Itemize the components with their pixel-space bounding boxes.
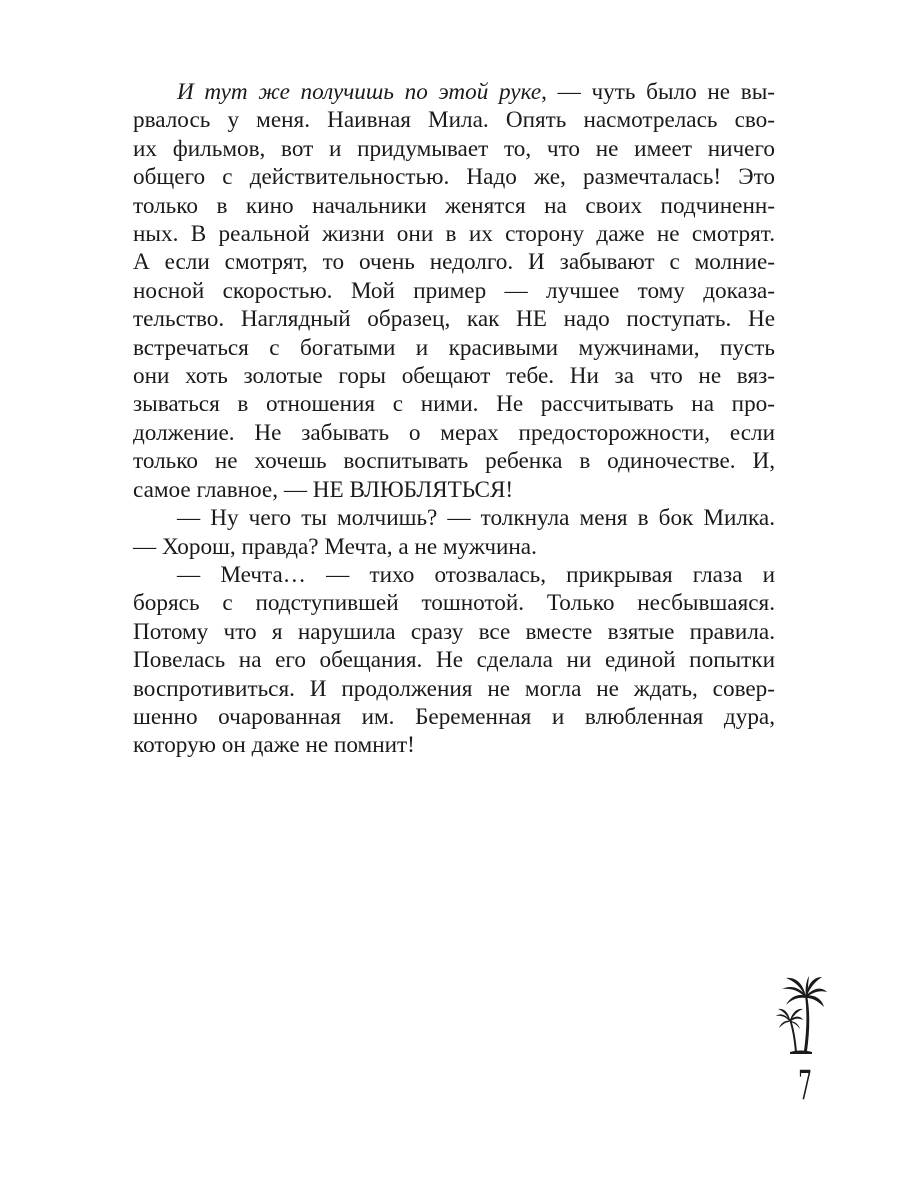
- text-line: которую он даже не помнит!: [133, 732, 415, 759]
- text-line: самое главное, — НЕ ВЛЮБЛЯТЬСЯ!: [133, 476, 514, 503]
- italic-thought: И тут же получишь по этой руке: [177, 79, 542, 105]
- text-line: шенно очарованная им. Беременная и влюбленная дура,: [133, 703, 775, 730]
- text-line: должение. Не забывать о мерах предосторожности, если: [133, 419, 775, 446]
- text-line: только не хочешь воспитывать ребенка в одиночестве. И,: [133, 448, 775, 475]
- text-line: воспротивиться. И продолжения не могла не ждать, совер-: [133, 675, 775, 702]
- palm-trees-icon: [776, 975, 828, 1055]
- text-line: ных. В реальной жизни они в их сторону даже не смотрят.: [133, 221, 775, 248]
- line-text: , — чуть было не вы-: [541, 79, 775, 105]
- text-line: их фильмов, вот и придумывает то, что не имеет ничего: [133, 135, 775, 162]
- text-line: Потому что я нарушила сразу все вместе взятые правила.: [133, 618, 775, 645]
- text-line: — Хорош, правда? Мечта, а не мужчина.: [133, 533, 537, 560]
- text-line: тельство. Наглядный образец, как НЕ надо поступать. Не: [133, 306, 775, 333]
- text-line: Повелась на его обещания. Не сделала ни единой попытки: [133, 647, 775, 674]
- page-number: 7: [797, 1063, 812, 1109]
- text-line: зываться в отношения с ними. Не рассчитывать на про-: [133, 391, 775, 418]
- text-line: — Ну чего ты молчишь? — толкнула меня в бок Милка.: [177, 505, 775, 532]
- text-line: носной скоростью. Мой пример — лучшее тому доказа-: [133, 277, 775, 304]
- text-line: — Мечта… — тихо отозвалась, прикрывая глаза и: [177, 561, 775, 588]
- text-line: рвалось у меня. Наивная Мила. Опять насмотрелась сво-: [133, 107, 775, 134]
- paragraph-3: [133, 561, 775, 760]
- text-line: А если смотрят, то очень недолго. И забывают с молние-: [133, 249, 775, 276]
- text-line: общего с действительностью. Надо же, размечталась! Это: [133, 164, 775, 191]
- text-line: они хоть золотые горы обещают тебе. Ни за что не вяз-: [133, 363, 775, 390]
- text-line: борясь с подступившей тошнотой. Только несбывшаяся.: [133, 590, 775, 617]
- text-line: встречаться с богатыми и красивыми мужчинами, пусть: [133, 334, 775, 361]
- paragraph-1: [133, 78, 775, 504]
- paragraph-2: [133, 504, 775, 561]
- text-line: только в кино начальники женятся на своих подчиненн-: [133, 192, 775, 219]
- text-line: [133, 78, 775, 106]
- body-text: [133, 78, 775, 760]
